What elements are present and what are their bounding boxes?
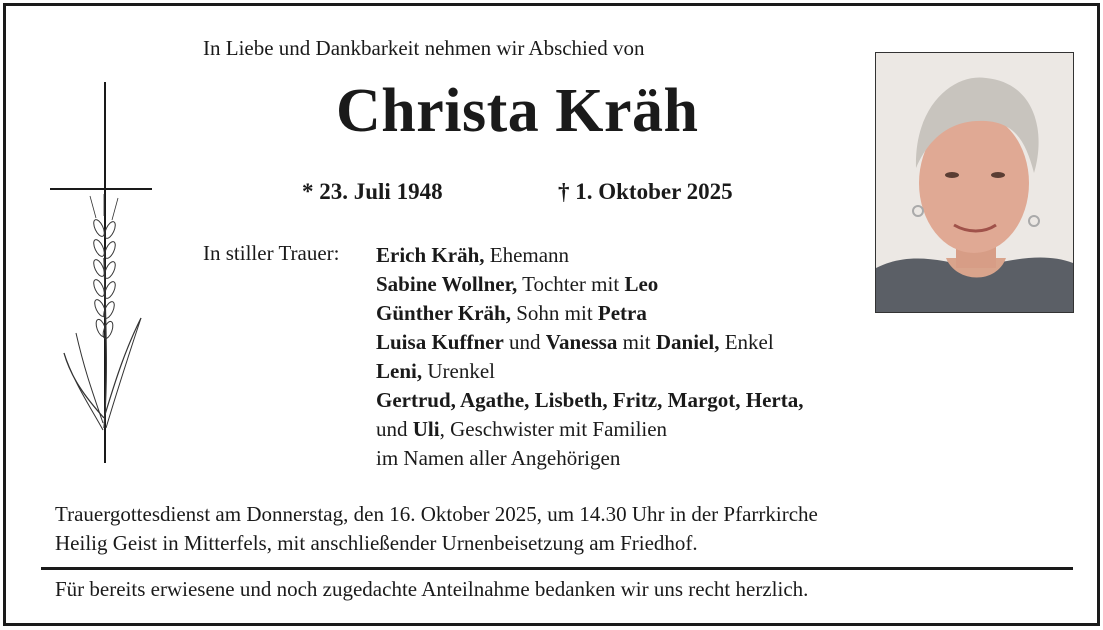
service-line: Heilig Geist in Mitterfels, mit anschließender Urnenbeisetzung am Friedhof.	[55, 531, 698, 555]
thanks-text: Für bereits erwiesene und noch zugedachte Anteilnahme bedanken wir uns recht herzlich.	[55, 577, 809, 601]
mourner-name: Daniel,	[655, 330, 720, 354]
mourner-line	[376, 328, 804, 357]
mourner-name: Uli	[412, 417, 440, 441]
mourner-line	[376, 299, 804, 328]
mourner-name: Gertrud, Agathe, Lisbeth, Fritz, Margot, Herta,	[376, 388, 804, 412]
mourner-line	[376, 357, 804, 386]
mourner-relation: Enkel	[719, 330, 774, 354]
mourner-name: Luisa Kuffner	[376, 330, 504, 354]
mourner-name: Leo	[624, 272, 659, 296]
mourner-relation: Sohn mit	[510, 301, 598, 325]
service-info	[55, 500, 818, 558]
mourner-name: Vanessa	[545, 330, 618, 354]
mourner-name: Leni,	[376, 359, 423, 383]
obituary-card	[3, 3, 1100, 626]
mourner-relation: im Namen aller Angehörigen	[376, 446, 621, 470]
mourner-relation: und	[503, 330, 546, 354]
mourner-name: Erich Kräh,	[376, 243, 485, 267]
portrait-photo	[875, 52, 1074, 313]
mourners-list	[376, 241, 804, 473]
service-line: Trauergottesdienst am Donnerstag, den 16. Oktober 2025, um 14.30 Uhr in der Pfarrkirche	[55, 502, 818, 526]
mourner-name: Petra	[597, 301, 647, 325]
portrait-icon	[876, 53, 1073, 312]
mourner-relation: Tochter mit	[517, 272, 625, 296]
deceased-name: Christa Kräh	[336, 77, 699, 145]
mourner-name: Sabine Wollner,	[376, 272, 518, 296]
mourner-line	[376, 241, 804, 270]
death-date: † 1. Oktober 2025	[558, 179, 733, 204]
mourner-line	[376, 415, 804, 444]
divider	[41, 567, 1073, 570]
mourner-line	[376, 386, 804, 415]
mourner-line	[376, 444, 804, 473]
mourner-relation: Ehemann	[484, 243, 570, 267]
mourners-label: In stiller Trauer:	[203, 241, 340, 265]
intro-text: In Liebe und Dankbarkeit nehmen wir Abschied von	[203, 36, 645, 60]
cross-with-wheat-icon	[46, 78, 166, 468]
mourner-relation: und	[376, 417, 413, 441]
mourner-relation: Urenkel	[422, 359, 495, 383]
mourner-line	[376, 270, 804, 299]
mourner-relation: , Geschwister mit Familien	[439, 417, 668, 441]
mourner-relation: mit	[617, 330, 656, 354]
birth-date: * 23. Juli 1948	[302, 179, 443, 204]
mourner-name: Günther Kräh,	[376, 301, 511, 325]
